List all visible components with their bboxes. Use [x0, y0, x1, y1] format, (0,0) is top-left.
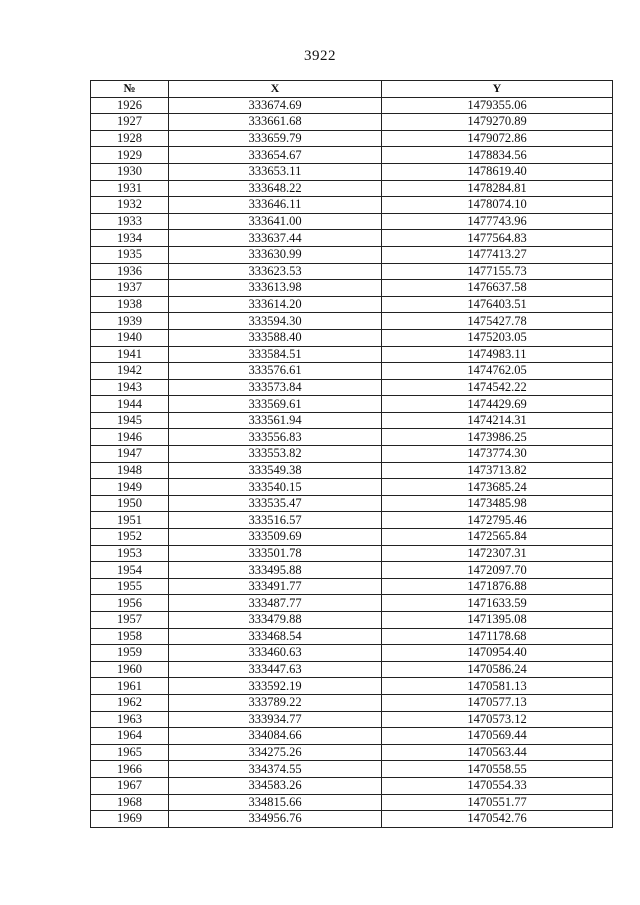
cell-x: 333654.67	[169, 147, 382, 164]
cell-y: 1470563.44	[382, 744, 613, 761]
cell-x: 333447.63	[169, 661, 382, 678]
table-row	[91, 462, 613, 479]
cell-x: 333934.77	[169, 711, 382, 728]
table-row	[91, 213, 613, 230]
table-row	[91, 512, 613, 529]
cell-y: 1477743.96	[382, 213, 613, 230]
cell-y: 1474983.11	[382, 346, 613, 363]
coordinates-table	[90, 80, 613, 828]
cell-x: 333460.63	[169, 645, 382, 662]
table-row	[91, 163, 613, 180]
cell-number: 1969	[91, 811, 169, 828]
table-row	[91, 147, 613, 164]
cell-x: 333509.69	[169, 529, 382, 546]
cell-y: 1479072.86	[382, 130, 613, 147]
cell-x: 333623.53	[169, 263, 382, 280]
cell-y: 1470954.40	[382, 645, 613, 662]
cell-y: 1479270.89	[382, 114, 613, 131]
table-row	[91, 628, 613, 645]
cell-x: 333648.22	[169, 180, 382, 197]
cell-y: 1479355.06	[382, 97, 613, 114]
cell-y: 1474542.22	[382, 379, 613, 396]
cell-x: 333584.51	[169, 346, 382, 363]
cell-y: 1470581.13	[382, 678, 613, 695]
cell-x: 333553.82	[169, 446, 382, 463]
table-row	[91, 678, 613, 695]
cell-x: 333573.84	[169, 379, 382, 396]
header-number: №	[91, 81, 169, 98]
cell-y: 1474762.05	[382, 363, 613, 380]
cell-number: 1948	[91, 462, 169, 479]
cell-x: 333630.99	[169, 246, 382, 263]
cell-y: 1478284.81	[382, 180, 613, 197]
table-row	[91, 562, 613, 579]
cell-x: 333491.77	[169, 578, 382, 595]
cell-number: 1967	[91, 777, 169, 794]
cell-y: 1473774.30	[382, 446, 613, 463]
cell-x: 333661.68	[169, 114, 382, 131]
cell-y: 1473485.98	[382, 495, 613, 512]
cell-y: 1475427.78	[382, 313, 613, 330]
table-row	[91, 346, 613, 363]
cell-y: 1472097.70	[382, 562, 613, 579]
cell-number: 1951	[91, 512, 169, 529]
cell-y: 1471876.88	[382, 578, 613, 595]
table-body	[91, 97, 613, 827]
table-row	[91, 744, 613, 761]
cell-y: 1472565.84	[382, 529, 613, 546]
cell-number: 1937	[91, 280, 169, 297]
cell-x: 333614.20	[169, 296, 382, 313]
table-row	[91, 313, 613, 330]
cell-number: 1929	[91, 147, 169, 164]
cell-number: 1953	[91, 545, 169, 562]
cell-y: 1471395.08	[382, 612, 613, 629]
cell-y: 1477155.73	[382, 263, 613, 280]
cell-y: 1477564.83	[382, 230, 613, 247]
cell-x: 333592.19	[169, 678, 382, 695]
table-row	[91, 329, 613, 346]
table-row	[91, 794, 613, 811]
cell-y: 1473986.25	[382, 429, 613, 446]
cell-x: 334374.55	[169, 761, 382, 778]
cell-y: 1470554.33	[382, 777, 613, 794]
cell-x: 333576.61	[169, 363, 382, 380]
table-row	[91, 246, 613, 263]
cell-x: 333789.22	[169, 694, 382, 711]
cell-y: 1474214.31	[382, 412, 613, 429]
cell-y: 1470586.24	[382, 661, 613, 678]
cell-x: 333495.88	[169, 562, 382, 579]
cell-number: 1944	[91, 396, 169, 413]
table-row	[91, 578, 613, 595]
cell-y: 1473713.82	[382, 462, 613, 479]
cell-y: 1470577.13	[382, 694, 613, 711]
cell-y: 1470542.76	[382, 811, 613, 828]
cell-number: 1927	[91, 114, 169, 131]
table-row	[91, 379, 613, 396]
cell-number: 1936	[91, 263, 169, 280]
cell-y: 1474429.69	[382, 396, 613, 413]
cell-x: 334815.66	[169, 794, 382, 811]
cell-x: 333556.83	[169, 429, 382, 446]
cell-number: 1933	[91, 213, 169, 230]
cell-number: 1935	[91, 246, 169, 263]
cell-x: 333540.15	[169, 479, 382, 496]
table-row	[91, 130, 613, 147]
table-header	[91, 81, 613, 98]
table-row	[91, 180, 613, 197]
cell-y: 1476637.58	[382, 280, 613, 297]
cell-x: 333549.38	[169, 462, 382, 479]
cell-x: 333516.57	[169, 512, 382, 529]
cell-x: 333646.11	[169, 197, 382, 214]
cell-number: 1940	[91, 329, 169, 346]
cell-y: 1473685.24	[382, 479, 613, 496]
cell-number: 1941	[91, 346, 169, 363]
table-row	[91, 197, 613, 214]
cell-number: 1957	[91, 612, 169, 629]
cell-x: 333468.54	[169, 628, 382, 645]
cell-number: 1963	[91, 711, 169, 728]
cell-x: 333479.88	[169, 612, 382, 629]
table-row	[91, 114, 613, 131]
cell-number: 1934	[91, 230, 169, 247]
cell-x: 333653.11	[169, 163, 382, 180]
cell-number: 1950	[91, 495, 169, 512]
cell-x: 333588.40	[169, 329, 382, 346]
cell-y: 1471178.68	[382, 628, 613, 645]
cell-y: 1478619.40	[382, 163, 613, 180]
cell-number: 1947	[91, 446, 169, 463]
table-row	[91, 777, 613, 794]
cell-number: 1961	[91, 678, 169, 695]
cell-number: 1954	[91, 562, 169, 579]
cell-number: 1945	[91, 412, 169, 429]
cell-y: 1478074.10	[382, 197, 613, 214]
cell-x: 334275.26	[169, 744, 382, 761]
table-row	[91, 645, 613, 662]
cell-y: 1475203.05	[382, 329, 613, 346]
cell-x: 333641.00	[169, 213, 382, 230]
cell-number: 1942	[91, 363, 169, 380]
cell-number: 1960	[91, 661, 169, 678]
cell-x: 333613.98	[169, 280, 382, 297]
cell-number: 1930	[91, 163, 169, 180]
cell-y: 1470569.44	[382, 728, 613, 745]
table-row	[91, 479, 613, 496]
table-row	[91, 694, 613, 711]
table-row	[91, 612, 613, 629]
table-row	[91, 230, 613, 247]
table-row	[91, 396, 613, 413]
cell-number: 1928	[91, 130, 169, 147]
table-row	[91, 728, 613, 745]
cell-number: 1959	[91, 645, 169, 662]
cell-y: 1472307.31	[382, 545, 613, 562]
table-row	[91, 97, 613, 114]
table-row	[91, 529, 613, 546]
cell-number: 1964	[91, 728, 169, 745]
table-row	[91, 296, 613, 313]
cell-number: 1938	[91, 296, 169, 313]
table-row	[91, 811, 613, 828]
cell-number: 1962	[91, 694, 169, 711]
table-row	[91, 495, 613, 512]
cell-number: 1932	[91, 197, 169, 214]
cell-number: 1966	[91, 761, 169, 778]
table-row	[91, 280, 613, 297]
header-row	[91, 81, 613, 98]
cell-number: 1955	[91, 578, 169, 595]
cell-number: 1952	[91, 529, 169, 546]
cell-y: 1470551.77	[382, 794, 613, 811]
cell-number: 1956	[91, 595, 169, 612]
cell-number: 1946	[91, 429, 169, 446]
cell-x: 333674.69	[169, 97, 382, 114]
cell-y: 1478834.56	[382, 147, 613, 164]
cell-x: 333501.78	[169, 545, 382, 562]
table-row	[91, 429, 613, 446]
cell-number: 1965	[91, 744, 169, 761]
cell-x: 334583.26	[169, 777, 382, 794]
cell-number: 1949	[91, 479, 169, 496]
cell-number: 1958	[91, 628, 169, 645]
cell-x: 333594.30	[169, 313, 382, 330]
table-row	[91, 363, 613, 380]
cell-y: 1470573.12	[382, 711, 613, 728]
cell-number: 1926	[91, 97, 169, 114]
cell-number: 1968	[91, 794, 169, 811]
cell-x: 333561.94	[169, 412, 382, 429]
table-row	[91, 446, 613, 463]
cell-x: 333637.44	[169, 230, 382, 247]
table-row	[91, 761, 613, 778]
table-row	[91, 711, 613, 728]
cell-x: 334956.76	[169, 811, 382, 828]
cell-number: 1931	[91, 180, 169, 197]
cell-x: 333535.47	[169, 495, 382, 512]
table-row	[91, 545, 613, 562]
table-row	[91, 263, 613, 280]
cell-y: 1470558.55	[382, 761, 613, 778]
cell-x: 333487.77	[169, 595, 382, 612]
page-number: 3922	[304, 48, 336, 64]
cell-x: 333659.79	[169, 130, 382, 147]
cell-number: 1939	[91, 313, 169, 330]
table-row	[91, 661, 613, 678]
cell-y: 1472795.46	[382, 512, 613, 529]
header-y: Y	[382, 81, 613, 98]
cell-number: 1943	[91, 379, 169, 396]
cell-x: 334084.66	[169, 728, 382, 745]
cell-y: 1471633.59	[382, 595, 613, 612]
table-row	[91, 595, 613, 612]
cell-x: 333569.61	[169, 396, 382, 413]
cell-y: 1476403.51	[382, 296, 613, 313]
cell-y: 1477413.27	[382, 246, 613, 263]
header-x: X	[169, 81, 382, 98]
table-row	[91, 412, 613, 429]
